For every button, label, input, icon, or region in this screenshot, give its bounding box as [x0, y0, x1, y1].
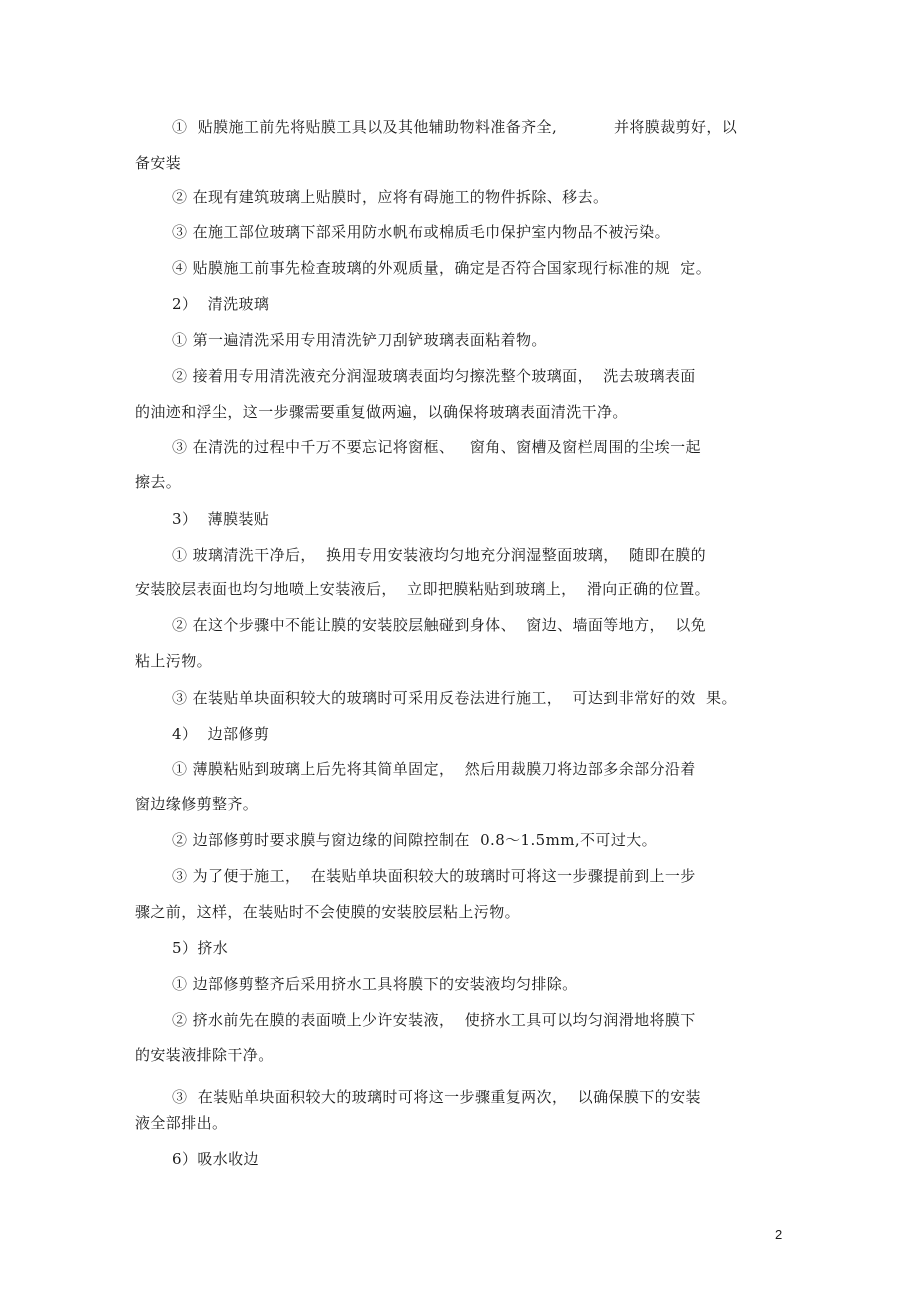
text-line: ① 第一遍清洗采用专用清洗铲刀刮铲玻璃表面粘着物。 [172, 331, 547, 349]
text-line: ① 贴膜施工前先将贴膜工具以及其他辅助物料准备齐全, 并将膜裁剪好，以 [172, 118, 738, 136]
text-line: 备安装 [135, 154, 182, 172]
text-line: ④ 贴膜施工前事先检查玻璃的外观质量，确定是否符合国家现行标准的规 定。 [172, 259, 712, 277]
text-line: ② 挤水前先在膜的表面喷上少许安装液， 使挤水工具可以均匀润滑地将膜下 [172, 1011, 696, 1029]
text-line: ① 边部修剪整齐后采用挤水工具将膜下的安装液均匀排除。 [172, 975, 578, 993]
text-line: ③ 在装贴单块面积较大的玻璃时可采用反卷法进行施工， 可达到非常好的效 果。 [172, 689, 737, 707]
text-line: ② 边部修剪时要求膜与窗边缘的间隙控制在 0.8～1.5mm,不可过大。 [172, 831, 658, 849]
text-line: 窗边缘修剪整齐。 [135, 795, 259, 813]
section-heading: 6）吸水收边 [172, 1150, 259, 1168]
text-line: 骤之前，这样，在装贴时不会使膜的安装胶层粘上污物。 [135, 903, 521, 921]
section-heading: 3） 薄膜装贴 [172, 510, 270, 528]
section-heading: 5）挤水 [172, 939, 229, 957]
text-line: 液全部排出。 [135, 1114, 228, 1132]
text-line: ① 薄膜粘贴到玻璃上后先将其简单固定， 然后用裁膜刀将边部多余部分沿着 [172, 760, 696, 778]
text-line: ③ 在清洗的过程中千万不要忘记将窗框、 窗角、窗槽及窗栏周围的尘埃一起 [172, 438, 701, 456]
section-heading: 4） 边部修剪 [172, 725, 270, 743]
text-line: 的油迹和浮尘，这一步骤需要重复做两遍，以确保将玻璃表面清洗干净。 [135, 403, 628, 421]
text-line: ③ 在施工部位玻璃下部采用防水帆布或棉质毛巾保护室内物品不被污染。 [172, 223, 670, 241]
text-line: ② 在这个步骤中不能让膜的安装胶层触碰到身体、 窗边、墙面等地方， 以免 [172, 616, 707, 634]
text-line: ③ 为了便于施工， 在装贴单块面积较大的玻璃时可将这一步骤提前到上一步 [172, 867, 696, 885]
section-heading: 2） 清洗玻璃 [172, 295, 270, 313]
text-line: ① 玻璃清洗干净后， 换用专用安装液均匀地充分润湿整面玻璃， 随即在膜的 [172, 546, 707, 564]
text-line: ② 在现有建筑玻璃上贴膜时，应将有碍施工的物件拆除、移去。 [172, 188, 609, 206]
text-line: 的安装液排除干净。 [135, 1046, 274, 1064]
text-line: 安装胶层表面也均匀地喷上安装液后， 立即把膜粘贴到玻璃上， 滑向正确的位置。 [135, 580, 711, 598]
text-line: ③ 在装贴单块面积较大的玻璃时可将这一步骤重复两次， 以确保膜下的安装 [172, 1088, 701, 1106]
page-number: 2 [775, 1227, 783, 1242]
text-line: 粘上污物。 [135, 652, 213, 670]
text-line: ② 接着用专用清洗液充分润湿玻璃表面均匀擦洗整个玻璃面， 洗去玻璃表面 [172, 367, 696, 385]
text-line: 擦去。 [135, 473, 182, 491]
